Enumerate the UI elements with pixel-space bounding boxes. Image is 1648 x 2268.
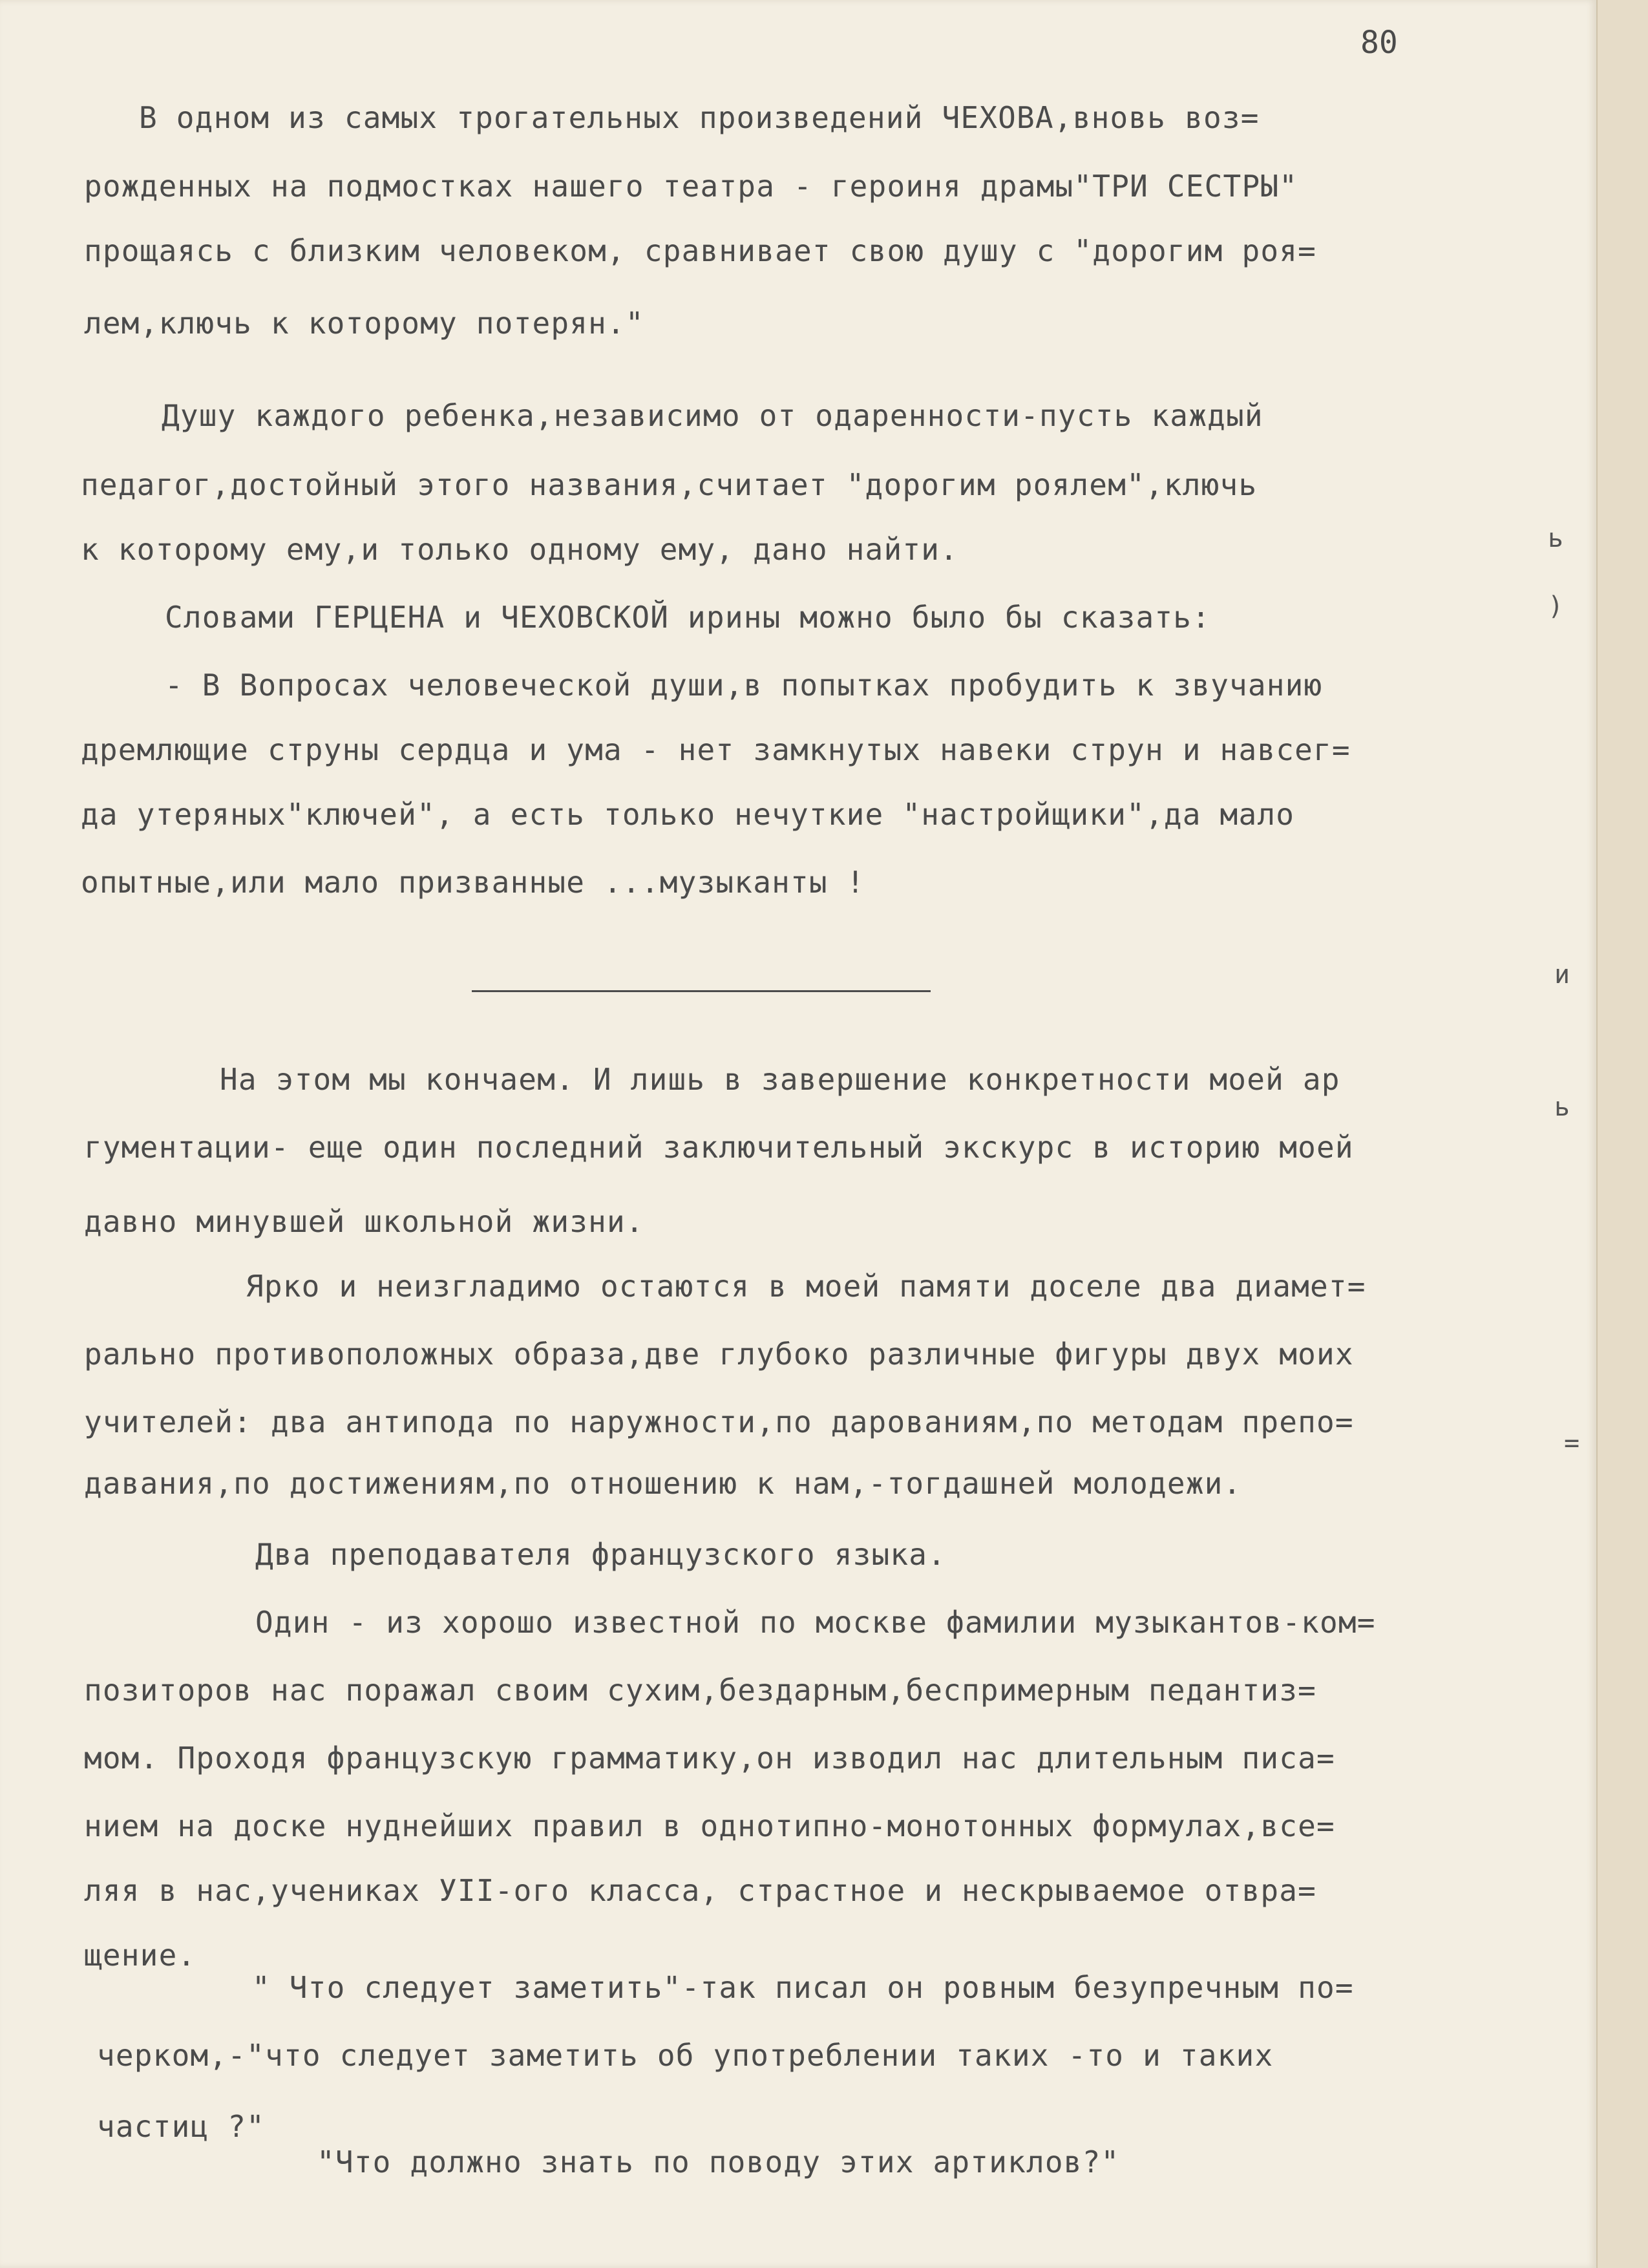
text-line: учителей: два антипода по наружности,по дарованиям,по методам препо= xyxy=(84,1404,1354,1439)
text-line: рально противоположных образа,две глубоко различные фигуры двух моих xyxy=(84,1337,1354,1372)
text-line: черком,-"что следует заметить об употреблении таких -то и таких xyxy=(97,2038,1274,2073)
text-line: Словами ГЕРЦЕНА и ЧЕХОВСКОЙ ирины можно было бы сказать: xyxy=(165,600,1211,635)
text-line: - В Вопросах человеческой души,в попытках пробудить к звучанию xyxy=(165,668,1323,703)
text-line: " Что следует заметить"-так писал он ровным безупречным по= xyxy=(252,1970,1354,2005)
text-line: давания,по достижениям,по отношению к нам,-тогдашней молодежи. xyxy=(84,1466,1242,1501)
margin-mark: ь xyxy=(1548,524,1564,553)
text-line: лем,ключь к которому потерян." xyxy=(84,306,644,341)
margin-mark: ) xyxy=(1548,591,1564,621)
page-number: 80 xyxy=(1360,25,1398,61)
text-line: гументации- еще один последний заключительный экскурс в историю моей xyxy=(84,1130,1354,1165)
text-line: "Что должно знать по поводу этих артиклов?" xyxy=(317,2145,1120,2179)
text-line: дремлющие струны сердца и ума - нет замкнутых навеки струн и навсег= xyxy=(81,732,1351,767)
section-divider xyxy=(472,990,931,992)
margin-mark: = xyxy=(1564,1428,1580,1458)
text-line: рожденных на подмостках нашего театра - героиня драмы"ТРИ СЕСТРЫ" xyxy=(84,169,1298,204)
text-line: В одном из самых трогательных произведений ЧЕХОВА,вновь воз= xyxy=(139,100,1260,135)
text-line: нием на доске нуднейших правил в однотипно-монотонных формулах,все= xyxy=(84,1808,1335,1843)
text-line: мом. Проходя французскую грамматику,он изводил нас длительным писа= xyxy=(84,1741,1335,1775)
text-line: позиторов нас поражал своим сухим,бездарным,беспримерным педантиз= xyxy=(84,1673,1317,1708)
text-line: давно минувшей школьной жизни. xyxy=(84,1204,644,1239)
text-line: к которому ему,и только одному ему, дано найти. xyxy=(81,532,959,567)
text-line: да утеряных"ключей", а есть только нечуткие "настройщики",да мало xyxy=(81,797,1295,832)
text-line: частиц ?" xyxy=(97,2109,266,2144)
text-line: Один - из хорошо известной по москве фамилии музыкантов-ком= xyxy=(255,1605,1376,1640)
text-line: На этом мы кончаем. И лишь в завершение конкретности моей ар xyxy=(220,1062,1340,1097)
page-edge xyxy=(1596,0,1648,2268)
text-line: Душу каждого ребенка,независимо от одаренности-пусть каждый xyxy=(162,398,1263,433)
text-line: прощаясь с близким человеком, сравнивает свою душу с "дорогим роя= xyxy=(84,233,1317,268)
text-line: ляя в нас,учениках УII-ого класса, страстное и нескрываемое отвра= xyxy=(84,1873,1317,1908)
margin-mark: и xyxy=(1554,960,1570,990)
text-line: опытные,или мало призванные ...музыканты ! xyxy=(81,865,865,900)
margin-mark: ь xyxy=(1554,1092,1570,1122)
text-line: педагог,достойный этого названия,считает "дорогим роялем",ключь xyxy=(81,467,1258,502)
text-line: Два преподавателя французского языка. xyxy=(255,1537,947,1572)
text-line: Ярко и неизгладимо остаются в моей памяти доселе два диамет= xyxy=(246,1269,1366,1304)
text-line: щение. xyxy=(84,1938,196,1973)
